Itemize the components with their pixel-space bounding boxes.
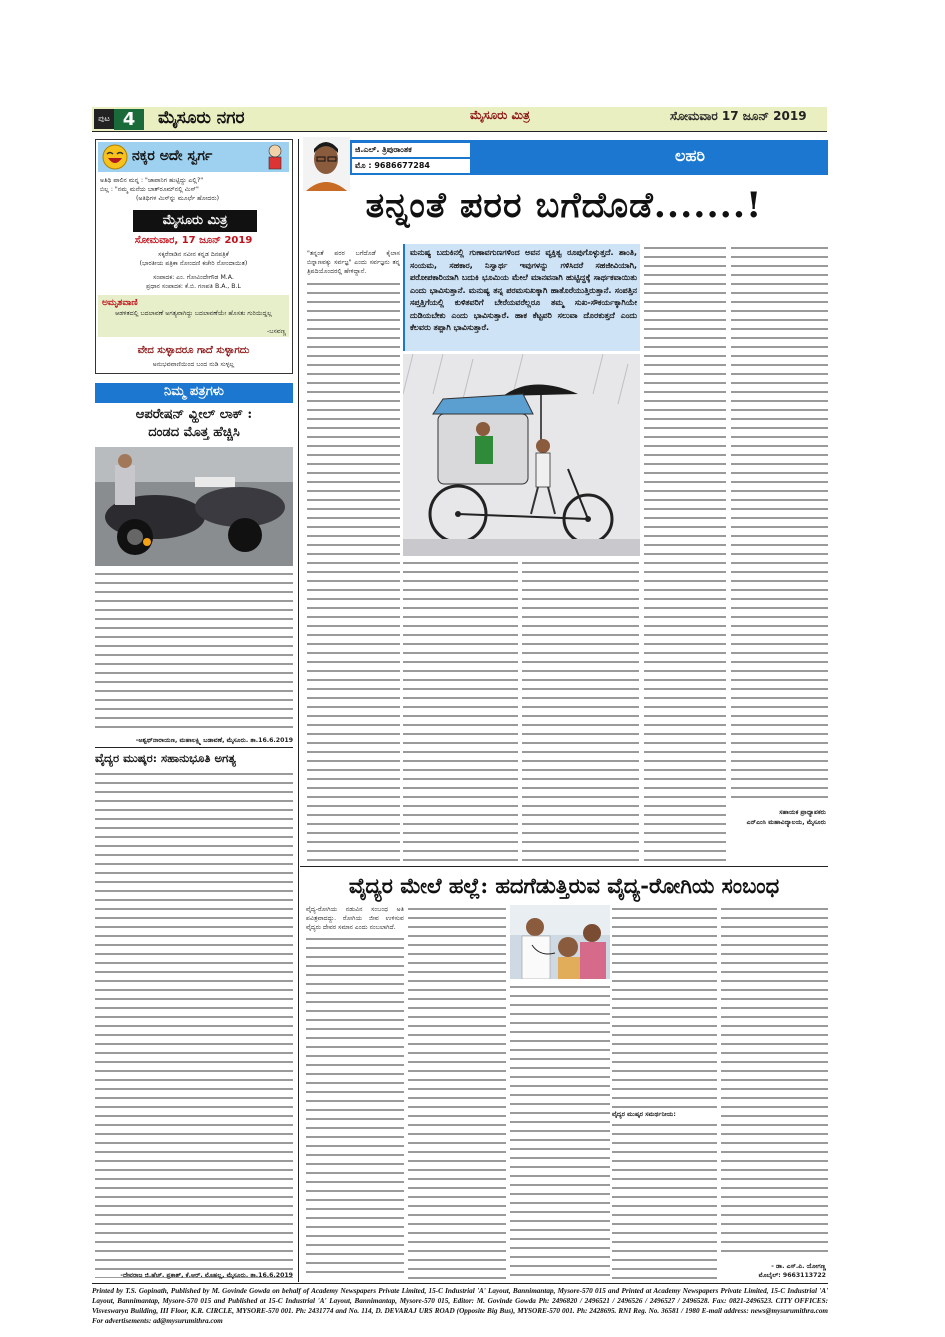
lahari-col1-body	[307, 280, 400, 864]
story-divider	[300, 866, 828, 867]
letter-headline1: ಆಪರೇಷನ್ ವ್ಹೀಲ್ ಲಾಕ್ :	[135, 407, 253, 422]
amrutha-box	[98, 295, 289, 337]
column-divider	[298, 139, 299, 1282]
cartoon-icon	[262, 143, 288, 171]
humor-subline2: (ಭಾರತೀಯ ಪತ್ರಿಕಾ ನೋಂದಣಿ ಕಚೇರಿ ನೋಂದಾಯಿತ)	[139, 260, 248, 267]
doctors-lead: ವೈದ್ಯ-ರೋಗಿಯ ನಡುವಿನ ಸಂಬಂಧ ಅತಿ ಪವಿತ್ರವಾದದ್ದು. ರೋಗಿಯ ಜೀವ ಉಳಿಸುವ ವೈದ್ಯರು ದೇವರ ಸಮಾನ ಎಂದು ನಂಬಲಾಗಿದೆ.	[306, 906, 404, 931]
doctor-child-photo	[510, 905, 610, 979]
letters-banner	[95, 383, 293, 403]
header-rule	[92, 131, 827, 132]
humor-publisher: ಪ್ರಧಾನ ಸಂಪಾದಕ: ಕೆ.ಬಿ. ಗಣಪತಿ B.A., B.L	[146, 283, 241, 290]
amrutha-author: -ಬಸವಣ್ಣ	[267, 328, 286, 335]
humor-banner	[98, 142, 289, 172]
lahari-col5-body	[731, 244, 828, 804]
lahari-col3-body	[522, 559, 639, 862]
doctors-author: - ಡಾ. ಎಸ್.ಪಿ. ಯೋಗಣ್ಣ	[771, 1263, 826, 1270]
header-date: ಸೋಮವಾರ 17 ಜೂನ್ 2019	[670, 109, 807, 123]
letter1-byline: -ಅಶ್ವಥ್‌ನಾರಾಯಣ, ಮಹಾಲಕ್ಷ್ಮಿ ಬಡಾವಣೆ, ಮೈಸೂರು. ತಾ.16.6.2019	[135, 737, 293, 744]
humor-logo: ಮೈಸೂರು ಮಿತ್ರ	[133, 210, 257, 232]
doctors-sub2: ವೈದ್ಯರ ಮುಷ್ಕರ ಸಮರ್ಥನೀಯ:	[612, 1110, 717, 1119]
letter-divider	[95, 747, 293, 748]
doctors-col5-body	[721, 905, 828, 1259]
humor-line1: ಅತಿಥಿ ಪಾಲಿನ ಮನ್ನ : "ಜಾಪಾನಿಗ ಹುಟ್ಟಿದ್ದು ಎಲ್ಲಿ?"	[100, 177, 204, 184]
rickshaw-illustration	[403, 354, 640, 556]
lahari-signoff-dept: ಎನ್ಎಂಸಿ ಮಹಾವಿದ್ಯಾಲಯ, ಮೈಸೂರು	[746, 819, 826, 826]
lahari-intro-box	[403, 244, 640, 351]
humor-quote-sub: ಅನುಭವವಾಣಿಯಿಂದ ಬಂದ ನುಡಿ ಸುಳ್ಳಲ್ಲ	[152, 361, 235, 368]
humor-subline1: ಸಕ್ಕರೆನಾಡಿನ ನವೀನ ಕನ್ನಡ ದಿನಪತ್ರಿಕೆ	[158, 251, 229, 258]
imprint-rule	[92, 1283, 828, 1284]
humor-editor: ಸಂಪಾದಕ: ಎಂ. ಗೋವಿಂದೇಗೌಡ M.A.	[153, 274, 234, 281]
lahari-col4-body	[644, 244, 726, 862]
lahari-opening: "ತನ್ನಂತೆ ಪರರ ಬಗೆದೊಡೆ ಕೈಲಾಸ ಬಿನ್ನಾಣವಕ್ಕು ಸರ್ವಜ್ಞ" ಎಂದು ಸರ್ವಜ್ಞನು ತನ್ನ ತ್ರಿಪದಿಯೊಂದರಲ್ಲಿ ಹೇಳಿದ್ದಾನೆ.	[307, 250, 400, 275]
doctors-col2-body	[408, 905, 506, 1279]
humor-title: ನಕ್ಕರ ಅದೇ ಸ್ವರ್ಗ	[132, 148, 213, 164]
letter2-byline: -ದೇವರಾಜ ಜಿ.ಹೆಚ್. ಪ್ರಕಾಶ್, ಕೆ.ಆರ್. ಮೊಹಲ್ಲ, ಮೈಸೂರು. ತಾ.16.6.2019	[120, 1272, 293, 1279]
lahari-intro: ಮನುಷ್ಯ ಬದುಕಿನಲ್ಲಿ ಗುಣಾವಗುಣಗಳಿಂದ ಅವನ ವ್ಯಕ್ತಿತ್ವ ರೂಪುಗೊಳ್ಳುತ್ತದೆ. ಶಾಂತಿ, ಸಂಯಮ, ಸಹಕಾರ, ನಿಸ್ವಾರ್ಥ ಇವುಗಳನ್ನು ಗಳಿಸಿದರೆ ಸಹಜೀವಿಯಾಗಿ, ಪರೋಪಕಾರಿಯಾಗಿ ಬದುಕಿ ಭೂಮಿಯ ಮೇಲೆ ಮಾನವನಾಗಿ ಹುಟ್ಟಿದ್ದಕ್ಕೆ ಸಾರ್ಥಕವಾಯಿತು ಎಂದು ಭಾವಿಸುತ್ತಾನೆ. ಮನುಷ್ಯ ತನ್ನ ಪರಮಸುಖಕ್ಕಾಗಿ ಹಾತೊರೆಯುತ್ತಿರುತ್ತಾನೆ. ಸಂಪತ್ತಿನ ಸಪ್ತತ್ತಿಗೆಯಲ್ಲಿ ಕುಳಿತವರಿಗೆ ಬೇರೆಯವರೆಲ್ಲರೂ ತಮ್ಮ ಸುಖ-ಸೌಕರ್ಯಕ್ಕಾಗಿಯೇ ದುಡಿಯಬೇಕು ಎಂದು ಭಾವಿಸುತ್ತಾರೆ. ಹಾಕ ಕೆಟ್ಟವರಿ ಸಲುವಾ ದೊರಕುತ್ತದೆ ಎಂದು ಕೆಲವರು ತಪ್ಪಾಗಿ ಭಾವಿಸುತ್ತಾರೆ.	[410, 248, 637, 332]
letter-headline-second: ವೈದ್ಯರ ಮುಷ್ಕರ: ಸಹಾನುಭೂತಿ ಅಗತ್ಯ	[95, 751, 236, 765]
page-label: ಪುಟ	[94, 109, 114, 129]
imprint-text: Printed by T.S. Gopinath, Published by M. Govinde Gowda on behalf of Academy Newspapers Private Limited, 15-C Industrial 'A' Layout, Bannimantap, Mysore-570 015 and Printed at Academy Newspapers Private Limited, 15-C Industrial 'A' Layout, Bannimantap, Mysore-570 015 and Published at 15-C Industrial 'A' Layout, Bannimantap, Mysore-570 015, Editor: M. Govinde Gowda Ph: 2496820 / 2496521 / 2496526 / 2496527 / 2496528. Fax: 0821-2496523. CITY OFFICES: Visveswarya Building, III Floor, K.R. CIRCLE, MYSORE-570 001. Ph: 2431774 and No. 114, D. DEVARAJ URS ROAD (Opposite Big Bus), MYSORE-570 001. Ph: 2428695. RNI Reg. No. 36581 / 1980 E-mail address: news@mysurumithra.com For advertisements: ad@mysurumithra.com	[92, 1287, 828, 1325]
column-name: ಲಹರಿ	[675, 146, 705, 165]
letters-banner-title: ನಿಮ್ಮ ಪತ್ರಗಳು	[164, 384, 224, 399]
letter1-body	[95, 570, 293, 735]
masthead: ಮೈಸೂರು ಮಿತ್ರ	[470, 108, 530, 122]
doctors-col4-body	[612, 905, 717, 1279]
lahari-col2-body	[403, 559, 518, 862]
letter2-body	[95, 770, 293, 1278]
amrutha-text: ಆಡಳಿತದಲ್ಲಿ ಬದಲಾವಣೆ ಅಗತ್ಯವಾಗಿದ್ದು ಬದಲಾವಣೆಯೇ ಹೊಸತು ಗುರಿಯಿದ್ದಲ್ಲ	[115, 310, 272, 317]
amrutha-title: ಅಮೃತವಾಣಿ	[102, 298, 138, 308]
humor-date: ಸೋಮವಾರ, 17 ಜೂನ್ 2019	[134, 235, 253, 246]
letter-headline2: ದಂಡದ ಮೊತ್ತ ಹೆಚ್ಚಿಸಿ	[148, 425, 240, 440]
author-photo	[303, 137, 350, 191]
humor-box	[95, 139, 293, 374]
laughing-face-icon	[102, 144, 128, 170]
letter-photo	[95, 447, 293, 566]
doctors-phone: ಮೊಬೈಲ್: 9663113722	[758, 1272, 826, 1279]
section-title: ಮೈಸೂರು ನಗರ	[158, 108, 245, 128]
page-number: 4	[114, 109, 144, 130]
doctors-col1-body	[306, 935, 404, 1279]
humor-line2: ಬಿಲ್ಲ : "ನಮ್ಮ ಮನೆಯ ಬಾತ್‌ರೂಮ್‌ನಲ್ಲಿ ಮಿಸ್"	[100, 186, 199, 193]
author-name: ಜಿ.ಎಲ್. ತ್ರಿಪುರಾಂತಕ	[352, 143, 470, 157]
humor-quote: ವೇದ ಸುಳ್ಳಾದರೂ ಗಾದೆ ಸುಳ್ಳಾಗದು	[137, 345, 250, 356]
doctors-headline: ವೈದ್ಯರ ಮೇಲೆ ಹಲ್ಲೆ: ಹದಗೆಡುತ್ತಿರುವ ವೈದ್ಯ-ರೋಗಿಯ ಸಂಬಂಧ	[348, 873, 780, 898]
doctors-col3-body	[510, 983, 610, 1279]
lahari-signoff-title: ಸಹಾಯಕ ಪ್ರಾಧ್ಯಾಪಕರು	[779, 809, 826, 816]
author-phone: ಮೊ : 9686677284	[352, 159, 470, 173]
humor-line3: (ಅತಿಥಿಗಳ ಮಿಸ್‌ನ್ನು ಮೂರ್ಛೆ ಹೋದರು)	[136, 195, 220, 202]
lahari-headline: ತನ್ನಂತೆ ಪರರ ಬಗೆದೊಡೆ.......!	[365, 185, 763, 226]
